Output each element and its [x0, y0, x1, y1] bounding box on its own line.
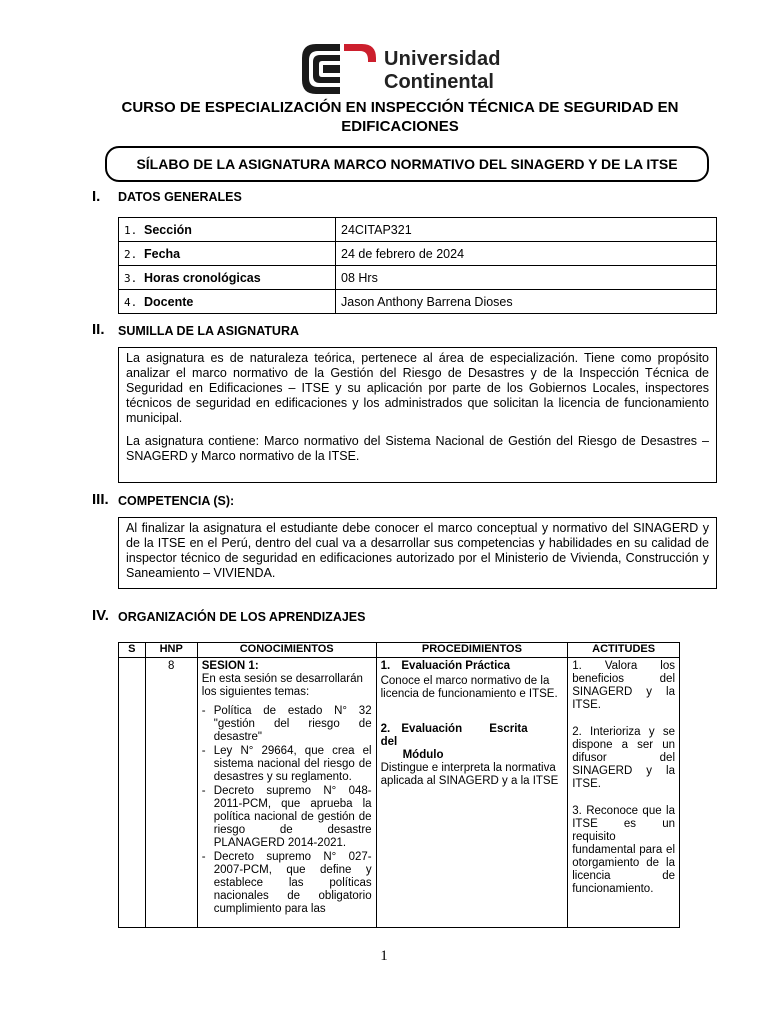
table-cell [119, 242, 336, 266]
col-header-s: S [119, 643, 146, 658]
session-intro: En esta sesión se desarrollarán los siguientes temas: [201, 673, 363, 698]
row-number: 2. [124, 247, 138, 261]
sumilla-paragraph-2: La asignatura contiene: Marco normativo del Sistema Nacional de Gestión del Riesgo de Desastres – SNAGERD y Marco normativo de la ITSE. [126, 434, 709, 463]
organizacion-table [118, 642, 680, 928]
continental-logo-mark-icon [300, 42, 378, 96]
row-number: 1. [124, 223, 138, 237]
section-4-number: IV. [92, 607, 109, 624]
row-value: 24 de febrero de 2024 [336, 242, 717, 266]
procedure-title: Evaluación Escrita del [380, 723, 528, 748]
cell-actitudes [568, 658, 680, 928]
sumilla-box [118, 347, 717, 483]
attitude-item: 3. Reconoce que la ITSE es un requisito fundamental para el otorgamiento de la licencia de funcionamiento. [572, 805, 675, 895]
row-label: Horas cronológicas [144, 270, 261, 285]
section-2-title: SUMILLA DE LA ASIGNATURA [118, 324, 300, 338]
university-logo [300, 42, 500, 96]
row-number: 4. [124, 295, 138, 309]
cell-s [119, 658, 146, 928]
procedure-number: 1. [380, 660, 391, 672]
section-1-number: I. [92, 188, 101, 205]
datos-generales-table [118, 217, 717, 314]
section-4-title: ORGANIZACIÓN DE LOS APRENDIZAJES [118, 610, 366, 624]
course-title-line-2: EDIFICACIONES [341, 118, 459, 135]
section-3-title: COMPETENCIA (S): [118, 494, 235, 508]
row-label: Fecha [144, 246, 181, 261]
procedure-title: Evaluación Práctica [401, 660, 511, 672]
list-item: - Decreto supremo N° 027-2007-PCM, que define y establece las políticas nacionales de obligatorio cumplimiento para las [202, 851, 372, 916]
table-cell [119, 218, 336, 242]
course-title-line-1: CURSO DE ESPECIALIZACIÓN EN INSPECCIÓN TÉCNICA DE SEGURIDAD EN [121, 99, 679, 116]
list-item: - Ley N° 29664, que crea el sistema nacional del riesgo de desastres y su reglamento. [202, 745, 372, 784]
attitude-item: 1. Valora los beneficios del SINAGERD y la ITSE. [572, 660, 675, 711]
table-row [119, 266, 717, 290]
session-title: SESION 1: [201, 660, 259, 672]
procedure-number: 2. [380, 723, 391, 735]
attitude-item: 2. Interioriza y se dispone a ser un difusor del SINAGERD y la ITSE. [572, 726, 675, 790]
col-header-actitudes: ACTITUDES [568, 643, 680, 658]
procedure-2-text: Distingue e interpreta la normativa aplicada al SINAGERD y a la ITSE [380, 762, 559, 787]
syllabus-title: SÍLABO DE LA ASIGNATURA MARCO NORMATIVO DEL SINAGERD Y DE LA ITSE [136, 156, 678, 172]
cell-hnp: 8 [145, 658, 197, 928]
table-cell [119, 290, 336, 314]
col-header-procedimientos: PROCEDIMIENTOS [376, 643, 568, 658]
table-cell [119, 266, 336, 290]
page-number: 1 [380, 948, 388, 964]
procedure-2-title [381, 723, 564, 749]
table-row [119, 290, 717, 314]
procedure-1-title [381, 660, 564, 673]
row-value: 24CITAP321 [336, 218, 717, 242]
sumilla-paragraph-1: La asignatura es de naturaleza teórica, pertenece al área de especialización. Tiene como propósito analizar el marco normativo de la Gestión del Riesgo de Desastres y de la Inspección Técnica de Seguridad en Edificaciones – ITSE y su aplicación por parte de los Gobiernos Locales, inspectores técnicos de seguridad en edificaciones y los administrados que solicitan la licencia de funcionamiento municipal. [126, 351, 709, 425]
list-item: - Política de estado N° 32 "gestión del riesgo de desastre" [202, 705, 372, 744]
row-value: Jason Anthony Barrena Dioses [336, 290, 717, 314]
logo-text-universidad: Universidad [384, 48, 501, 70]
cell-procedimientos [376, 658, 568, 928]
list-item: - Decreto supremo N° 048-2011-PCM, que aprueba la política nacional de gestión de riesgo de desastre PLANAGERD 2014-2021. [202, 785, 372, 850]
section-2-number: II. [92, 321, 105, 338]
table-row [119, 242, 717, 266]
table-row [119, 218, 717, 242]
row-number: 3. [124, 271, 138, 285]
topics-list [202, 705, 372, 916]
section-1-title: DATOS GENERALES [118, 190, 242, 204]
logo-text-continental: Continental [384, 71, 494, 93]
row-label: Docente [144, 294, 194, 309]
table-header-row [119, 643, 680, 658]
procedure-1-text: Conoce el marco normativo de la licencia de funcionamiento e ITSE. [380, 675, 558, 700]
row-value: 08 Hrs [336, 266, 717, 290]
table-row [119, 658, 680, 928]
procedure-2-title-line-2: Módulo [402, 749, 444, 761]
competencia-box: Al finalizar la asignatura el estudiante debe conocer el marco conceptual y normativo del SINAGERD y de la ITSE en el Perú, dentro del cual va a desarrollar sus competencias y habilidades en su calidad de inspector técnico de seguridad en edificaciones autorizado por el Ministerio de Vivienda, Construcción y Saneamiento – VIVIENDA. [118, 517, 717, 589]
syllabus-title-box [105, 146, 709, 182]
cell-conocimientos [197, 658, 376, 928]
section-3-number: III. [92, 491, 109, 508]
col-header-conocimientos: CONOCIMIENTOS [197, 643, 376, 658]
row-label: Sección [144, 222, 192, 237]
col-header-hnp: HNP [145, 643, 197, 658]
